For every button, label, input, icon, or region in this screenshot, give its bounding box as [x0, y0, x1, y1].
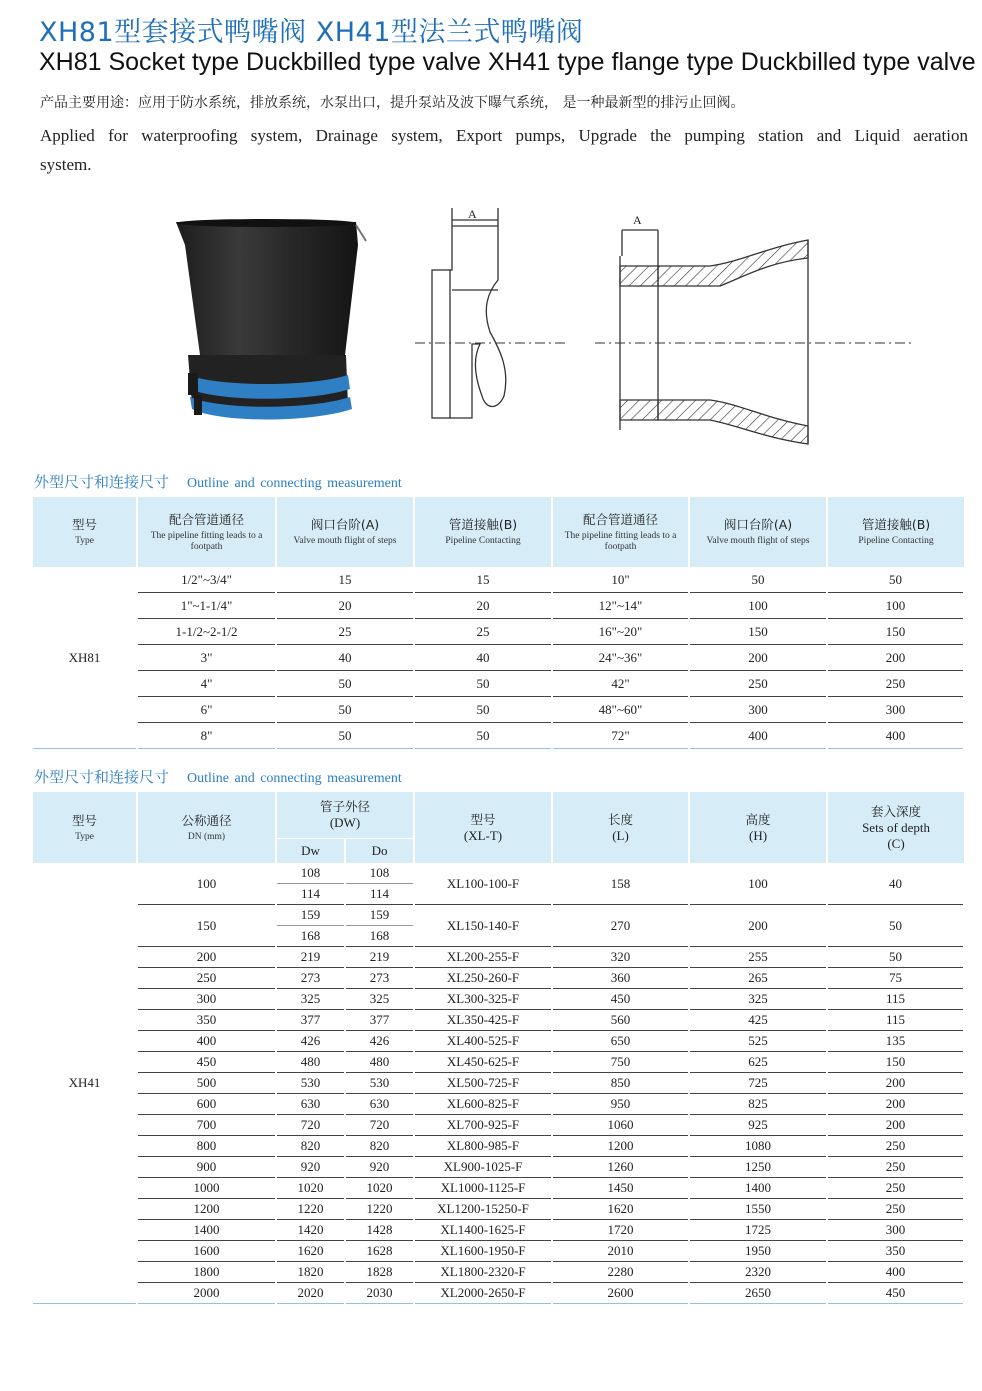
- table-cell: 150: [689, 619, 827, 645]
- table-cell: 720: [276, 1115, 345, 1136]
- table-cell: 2320: [689, 1262, 827, 1283]
- table-cell: 1250: [689, 1157, 827, 1178]
- table-cell: XL300-325-F: [414, 989, 552, 1010]
- table-cell: 325: [276, 989, 345, 1010]
- table-cell: 750: [552, 1052, 689, 1073]
- table-cell: 115: [827, 1010, 964, 1031]
- header-label-cn: 管道接触(B): [861, 517, 931, 532]
- intro-text-chinese: 产品主要用途：应用于防水系统，排放系统，水泵出口，提升泵站及波下曝气系统， 是一种最新型的排污止回阀。: [40, 95, 745, 111]
- table-cell: 360: [552, 968, 689, 989]
- xh41-dimension-table: [33, 792, 965, 1304]
- table-cell: 320: [552, 947, 689, 968]
- table-cell: 50: [414, 697, 552, 723]
- table-cell: 1550: [689, 1199, 827, 1220]
- do-cell: 108: [345, 863, 414, 884]
- table-cell: 1620: [552, 1199, 689, 1220]
- table-cell: 480: [276, 1052, 345, 1073]
- header-cell: [552, 497, 689, 567]
- table-cell: 480: [345, 1052, 414, 1073]
- dw-cell: 114: [276, 884, 345, 905]
- page-title-english: XH81 Socket type Duckbilled type valve XH41 type flange type Duckbilled type valve: [39, 48, 976, 76]
- table-cell: 450: [137, 1052, 276, 1073]
- table-cell: 200: [827, 1073, 964, 1094]
- table-cell: 325: [345, 989, 414, 1010]
- model-cell: XL100-100-F: [414, 863, 552, 905]
- table-cell: 1400: [689, 1178, 827, 1199]
- table-cell: 500: [137, 1073, 276, 1094]
- table-cell: 25: [414, 619, 552, 645]
- table-cell: 200: [827, 645, 964, 671]
- table-cell: 273: [276, 968, 345, 989]
- table-row: [33, 1178, 964, 1199]
- table-cell: 50: [276, 723, 414, 749]
- depth-cell: 40: [827, 863, 964, 905]
- header-label-cn: 型号: [71, 517, 97, 532]
- dimension-label-a: A: [468, 207, 477, 221]
- table-row: [33, 1115, 964, 1136]
- header-label-en: The pipeline fitting leads to a footpath: [564, 530, 677, 552]
- table-cell: 24"~36": [552, 645, 689, 671]
- table-cell: 15: [276, 567, 414, 593]
- header-dw: 管子外径 (DW): [276, 792, 414, 839]
- table-cell: 1060: [552, 1115, 689, 1136]
- model-cell: XL150-140-F: [414, 905, 552, 947]
- table-cell: 1450: [552, 1178, 689, 1199]
- table-cell: 16"~20": [552, 619, 689, 645]
- table-cell: XL2000-2650-F: [414, 1283, 552, 1304]
- header-cell: [689, 497, 827, 567]
- table-cell: 72": [552, 723, 689, 749]
- table-cell: 1080: [689, 1136, 827, 1157]
- table-cell: 650: [552, 1031, 689, 1052]
- type-cell: XH41: [33, 863, 137, 1304]
- table-cell: 400: [689, 723, 827, 749]
- header-model: 型号 (XL-T): [414, 792, 552, 863]
- table-cell: 150: [827, 1052, 964, 1073]
- dw-cell: 168: [276, 926, 345, 947]
- table-row: [33, 1031, 964, 1052]
- type-cell: XH81: [33, 567, 137, 749]
- table-cell: 1800: [137, 1262, 276, 1283]
- table-cell: 2020: [276, 1283, 345, 1304]
- table-cell: 1620: [276, 1241, 345, 1262]
- table-cell: 426: [345, 1031, 414, 1052]
- table-row: [33, 1241, 964, 1262]
- table-row: [33, 968, 964, 989]
- table-cell: 425: [689, 1010, 827, 1031]
- valve-photo: [160, 205, 370, 435]
- table-cell: 530: [345, 1073, 414, 1094]
- table-cell: 630: [345, 1094, 414, 1115]
- table-cell: 1720: [552, 1220, 689, 1241]
- table-cell: 820: [276, 1136, 345, 1157]
- table-cell: 426: [276, 1031, 345, 1052]
- table-cell: 300: [827, 1220, 964, 1241]
- table-cell: 50: [689, 567, 827, 593]
- header-label-cn: 配合管道通径: [582, 511, 658, 527]
- table-cell: XL900-1025-F: [414, 1157, 552, 1178]
- table-cell: 920: [276, 1157, 345, 1178]
- table-cell: XL1200-15250-F: [414, 1199, 552, 1220]
- header-length: 长度 (L): [552, 792, 689, 863]
- table-cell: 1220: [345, 1199, 414, 1220]
- table-cell: 25: [276, 619, 414, 645]
- table-cell: 50: [276, 671, 414, 697]
- header-cell: [33, 497, 137, 567]
- table-cell: 50: [827, 947, 964, 968]
- length-cell: 158: [552, 863, 689, 905]
- table-cell: 325: [689, 989, 827, 1010]
- table-cell: 2030: [345, 1283, 414, 1304]
- do-cell: 114: [345, 884, 414, 905]
- table-row: [33, 697, 964, 723]
- table-row: [33, 593, 964, 619]
- table-cell: 560: [552, 1010, 689, 1031]
- table-cell: 850: [552, 1073, 689, 1094]
- table-cell: 625: [689, 1052, 827, 1073]
- table-cell: 1400: [137, 1220, 276, 1241]
- table-cell: 20: [276, 593, 414, 619]
- table-cell: 720: [345, 1115, 414, 1136]
- table-cell: 200: [137, 947, 276, 968]
- header-depth: 套入深度 Sets of depth (C): [827, 792, 964, 863]
- header-cell: [137, 497, 276, 567]
- table-cell: 1628: [345, 1241, 414, 1262]
- table-cell: 40: [414, 645, 552, 671]
- table-row: [33, 723, 964, 749]
- table-cell: 2280: [552, 1262, 689, 1283]
- dw-cell: 159: [276, 905, 345, 926]
- table-cell: 400: [827, 723, 964, 749]
- socket-valve-sketch: [410, 200, 570, 430]
- table-cell: 1000: [137, 1178, 276, 1199]
- table-cell: 800: [137, 1136, 276, 1157]
- table-cell: 265: [689, 968, 827, 989]
- section-title-2-en: Outline and connecting measurement: [187, 771, 402, 786]
- table-cell: 273: [345, 968, 414, 989]
- header-label-cn: 阀口台阶(A): [310, 517, 380, 532]
- table-cell: 1200: [552, 1136, 689, 1157]
- table-cell: 1828: [345, 1262, 414, 1283]
- table-cell: 219: [276, 947, 345, 968]
- table-cell: 1020: [276, 1178, 345, 1199]
- table-cell: 377: [345, 1010, 414, 1031]
- section-title-2-cn: 外型尺寸和连接尺寸: [34, 768, 170, 786]
- table-row: [33, 1136, 964, 1157]
- table-cell: 400: [137, 1031, 276, 1052]
- header-label-en: The pipeline fitting leads to a footpath: [150, 530, 263, 552]
- table-cell: 1428: [345, 1220, 414, 1241]
- table-cell: 42": [552, 671, 689, 697]
- table-cell: 2650: [689, 1283, 827, 1304]
- table-cell: 115: [827, 989, 964, 1010]
- header-label-en: Type: [75, 536, 94, 546]
- table-cell: 2000: [137, 1283, 276, 1304]
- table-cell: 1725: [689, 1220, 827, 1241]
- table-row: [33, 1010, 964, 1031]
- table-row: [33, 1199, 964, 1220]
- table-cell: 10": [552, 567, 689, 593]
- header-dw-sub: Dw: [276, 839, 345, 864]
- table-cell: 250: [827, 1178, 964, 1199]
- table-cell: 250: [689, 671, 827, 697]
- header-cell: [827, 497, 964, 567]
- table-cell: 1820: [276, 1262, 345, 1283]
- dimension-label-a2: A: [633, 213, 642, 227]
- table-cell: 250: [827, 1157, 964, 1178]
- table-cell: XL1400-1625-F: [414, 1220, 552, 1241]
- section-title-2: [34, 766, 402, 787]
- height-cell: 200: [689, 905, 827, 947]
- table-cell: 150: [827, 619, 964, 645]
- intro-text-english: Applied for waterproofing system, Drainage system, Export pumps, Upgrade the pumping station and Liquid aeration system.: [40, 126, 968, 174]
- table-cell: 1/2"~3/4": [137, 567, 276, 593]
- table-cell: 100: [689, 593, 827, 619]
- table-cell: 40: [276, 645, 414, 671]
- table-cell: 630: [276, 1094, 345, 1115]
- table-cell: 200: [827, 1115, 964, 1136]
- table-cell: 15: [414, 567, 552, 593]
- table-cell: 48"~60": [552, 697, 689, 723]
- table-cell: 135: [827, 1031, 964, 1052]
- table-cell: 950: [552, 1094, 689, 1115]
- table-cell: 450: [827, 1283, 964, 1304]
- table-cell: 50: [414, 723, 552, 749]
- table-cell: 1220: [276, 1199, 345, 1220]
- table-cell: 50: [414, 671, 552, 697]
- table-cell: 820: [345, 1136, 414, 1157]
- table-cell: 1200: [137, 1199, 276, 1220]
- table-row: [33, 863, 964, 884]
- table-cell: 300: [689, 697, 827, 723]
- table-cell: 377: [276, 1010, 345, 1031]
- table-cell: XL700-925-F: [414, 1115, 552, 1136]
- table-cell: 100: [827, 593, 964, 619]
- section-title-1: [34, 471, 402, 492]
- table-cell: XL450-625-F: [414, 1052, 552, 1073]
- depth-cell: 50: [827, 905, 964, 947]
- table-cell: 1260: [552, 1157, 689, 1178]
- table-cell: 8": [137, 723, 276, 749]
- table-cell: 350: [137, 1010, 276, 1031]
- table-cell: 925: [689, 1115, 827, 1136]
- table-cell: 1"~1-1/4": [137, 593, 276, 619]
- table-cell: 525: [689, 1031, 827, 1052]
- table-cell: 1020: [345, 1178, 414, 1199]
- table-cell: 12"~14": [552, 593, 689, 619]
- table-row: [33, 619, 964, 645]
- table-cell: 6": [137, 697, 276, 723]
- table-cell: 255: [689, 947, 827, 968]
- xh81-dimension-table: [33, 497, 965, 749]
- dn-cell: 100: [137, 863, 276, 905]
- table-row: [33, 1094, 964, 1115]
- table-row: [33, 1262, 964, 1283]
- table-cell: 250: [827, 671, 964, 697]
- header-type: 型号 Type: [33, 792, 137, 863]
- table-cell: XL250-260-F: [414, 968, 552, 989]
- table-cell: 900: [137, 1157, 276, 1178]
- table-cell: 250: [137, 968, 276, 989]
- header-dn: 公称通径 DN (mm): [137, 792, 276, 863]
- table-cell: 50: [276, 697, 414, 723]
- table-cell: 350: [827, 1241, 964, 1262]
- table-row: [33, 905, 964, 926]
- table-cell: 75: [827, 968, 964, 989]
- header-label-en: Pipeline Contacting: [858, 536, 934, 546]
- table-cell: 450: [552, 989, 689, 1010]
- table-cell: XL500-725-F: [414, 1073, 552, 1094]
- table-cell: 1420: [276, 1220, 345, 1241]
- table-cell: 700: [137, 1115, 276, 1136]
- table-cell: XL1800-2320-F: [414, 1262, 552, 1283]
- table-cell: 4": [137, 671, 276, 697]
- table-cell: 1600: [137, 1241, 276, 1262]
- dw-cell: 108: [276, 863, 345, 884]
- header-cell: [414, 497, 552, 567]
- table-cell: 725: [689, 1073, 827, 1094]
- height-cell: 100: [689, 863, 827, 905]
- table-row: [33, 1157, 964, 1178]
- table-cell: 2010: [552, 1241, 689, 1262]
- section-title-1-en: Outline and connecting measurement: [187, 476, 402, 491]
- table-cell: 2600: [552, 1283, 689, 1304]
- table-cell: XL1000-1125-F: [414, 1178, 552, 1199]
- table-row: [33, 1283, 964, 1304]
- table-cell: XL200-255-F: [414, 947, 552, 968]
- table-header-row: [33, 497, 964, 567]
- table-cell: 3": [137, 645, 276, 671]
- table-cell: 50: [827, 567, 964, 593]
- header-label-en: Pipeline Contacting: [445, 536, 521, 546]
- table-cell: 250: [827, 1199, 964, 1220]
- table-row: [33, 1220, 964, 1241]
- header-height: 高度 (H): [689, 792, 827, 863]
- table-row: [33, 671, 964, 697]
- table-cell: 400: [827, 1262, 964, 1283]
- do-cell: 159: [345, 905, 414, 926]
- table-cell: 1-1/2~2-1/2: [137, 619, 276, 645]
- table-row: [33, 645, 964, 671]
- table-cell: 600: [137, 1094, 276, 1115]
- table-row: [33, 567, 964, 593]
- table-cell: 200: [689, 645, 827, 671]
- table-cell: XL400-525-F: [414, 1031, 552, 1052]
- table-cell: XL800-985-F: [414, 1136, 552, 1157]
- table-cell: 825: [689, 1094, 827, 1115]
- page-title-chinese: XH81型套接式鸭嘴阀 XH41型法兰式鸭嘴阀: [39, 17, 584, 48]
- header-do-sub: Do: [345, 839, 414, 864]
- header-label-en: Valve mouth flight of steps: [706, 536, 810, 546]
- flange-valve-sketch: [590, 200, 920, 450]
- table-cell: 1950: [689, 1241, 827, 1262]
- header-label-en: Valve mouth flight of steps: [293, 536, 397, 546]
- table-cell: XL1600-1950-F: [414, 1241, 552, 1262]
- table-cell: 20: [414, 593, 552, 619]
- table-row: [33, 989, 964, 1010]
- length-cell: 270: [552, 905, 689, 947]
- table-cell: 200: [827, 1094, 964, 1115]
- section-title-1-cn: 外型尺寸和连接尺寸: [34, 473, 170, 491]
- header-label-cn: 配合管道通径: [168, 511, 244, 527]
- header-label-cn: 阀口台阶(A): [723, 517, 793, 532]
- table-cell: XL600-825-F: [414, 1094, 552, 1115]
- do-cell: 168: [345, 926, 414, 947]
- header-cell: [276, 497, 414, 567]
- table-cell: 920: [345, 1157, 414, 1178]
- table-cell: 300: [137, 989, 276, 1010]
- table-cell: 219: [345, 947, 414, 968]
- dn-cell: 150: [137, 905, 276, 947]
- table-row: [33, 947, 964, 968]
- table-cell: 300: [827, 697, 964, 723]
- table-cell: XL350-425-F: [414, 1010, 552, 1031]
- table-row: [33, 1052, 964, 1073]
- table-row: [33, 1073, 964, 1094]
- table-cell: 530: [276, 1073, 345, 1094]
- header-label-cn: 管道接触(B): [448, 517, 518, 532]
- table-cell: 250: [827, 1136, 964, 1157]
